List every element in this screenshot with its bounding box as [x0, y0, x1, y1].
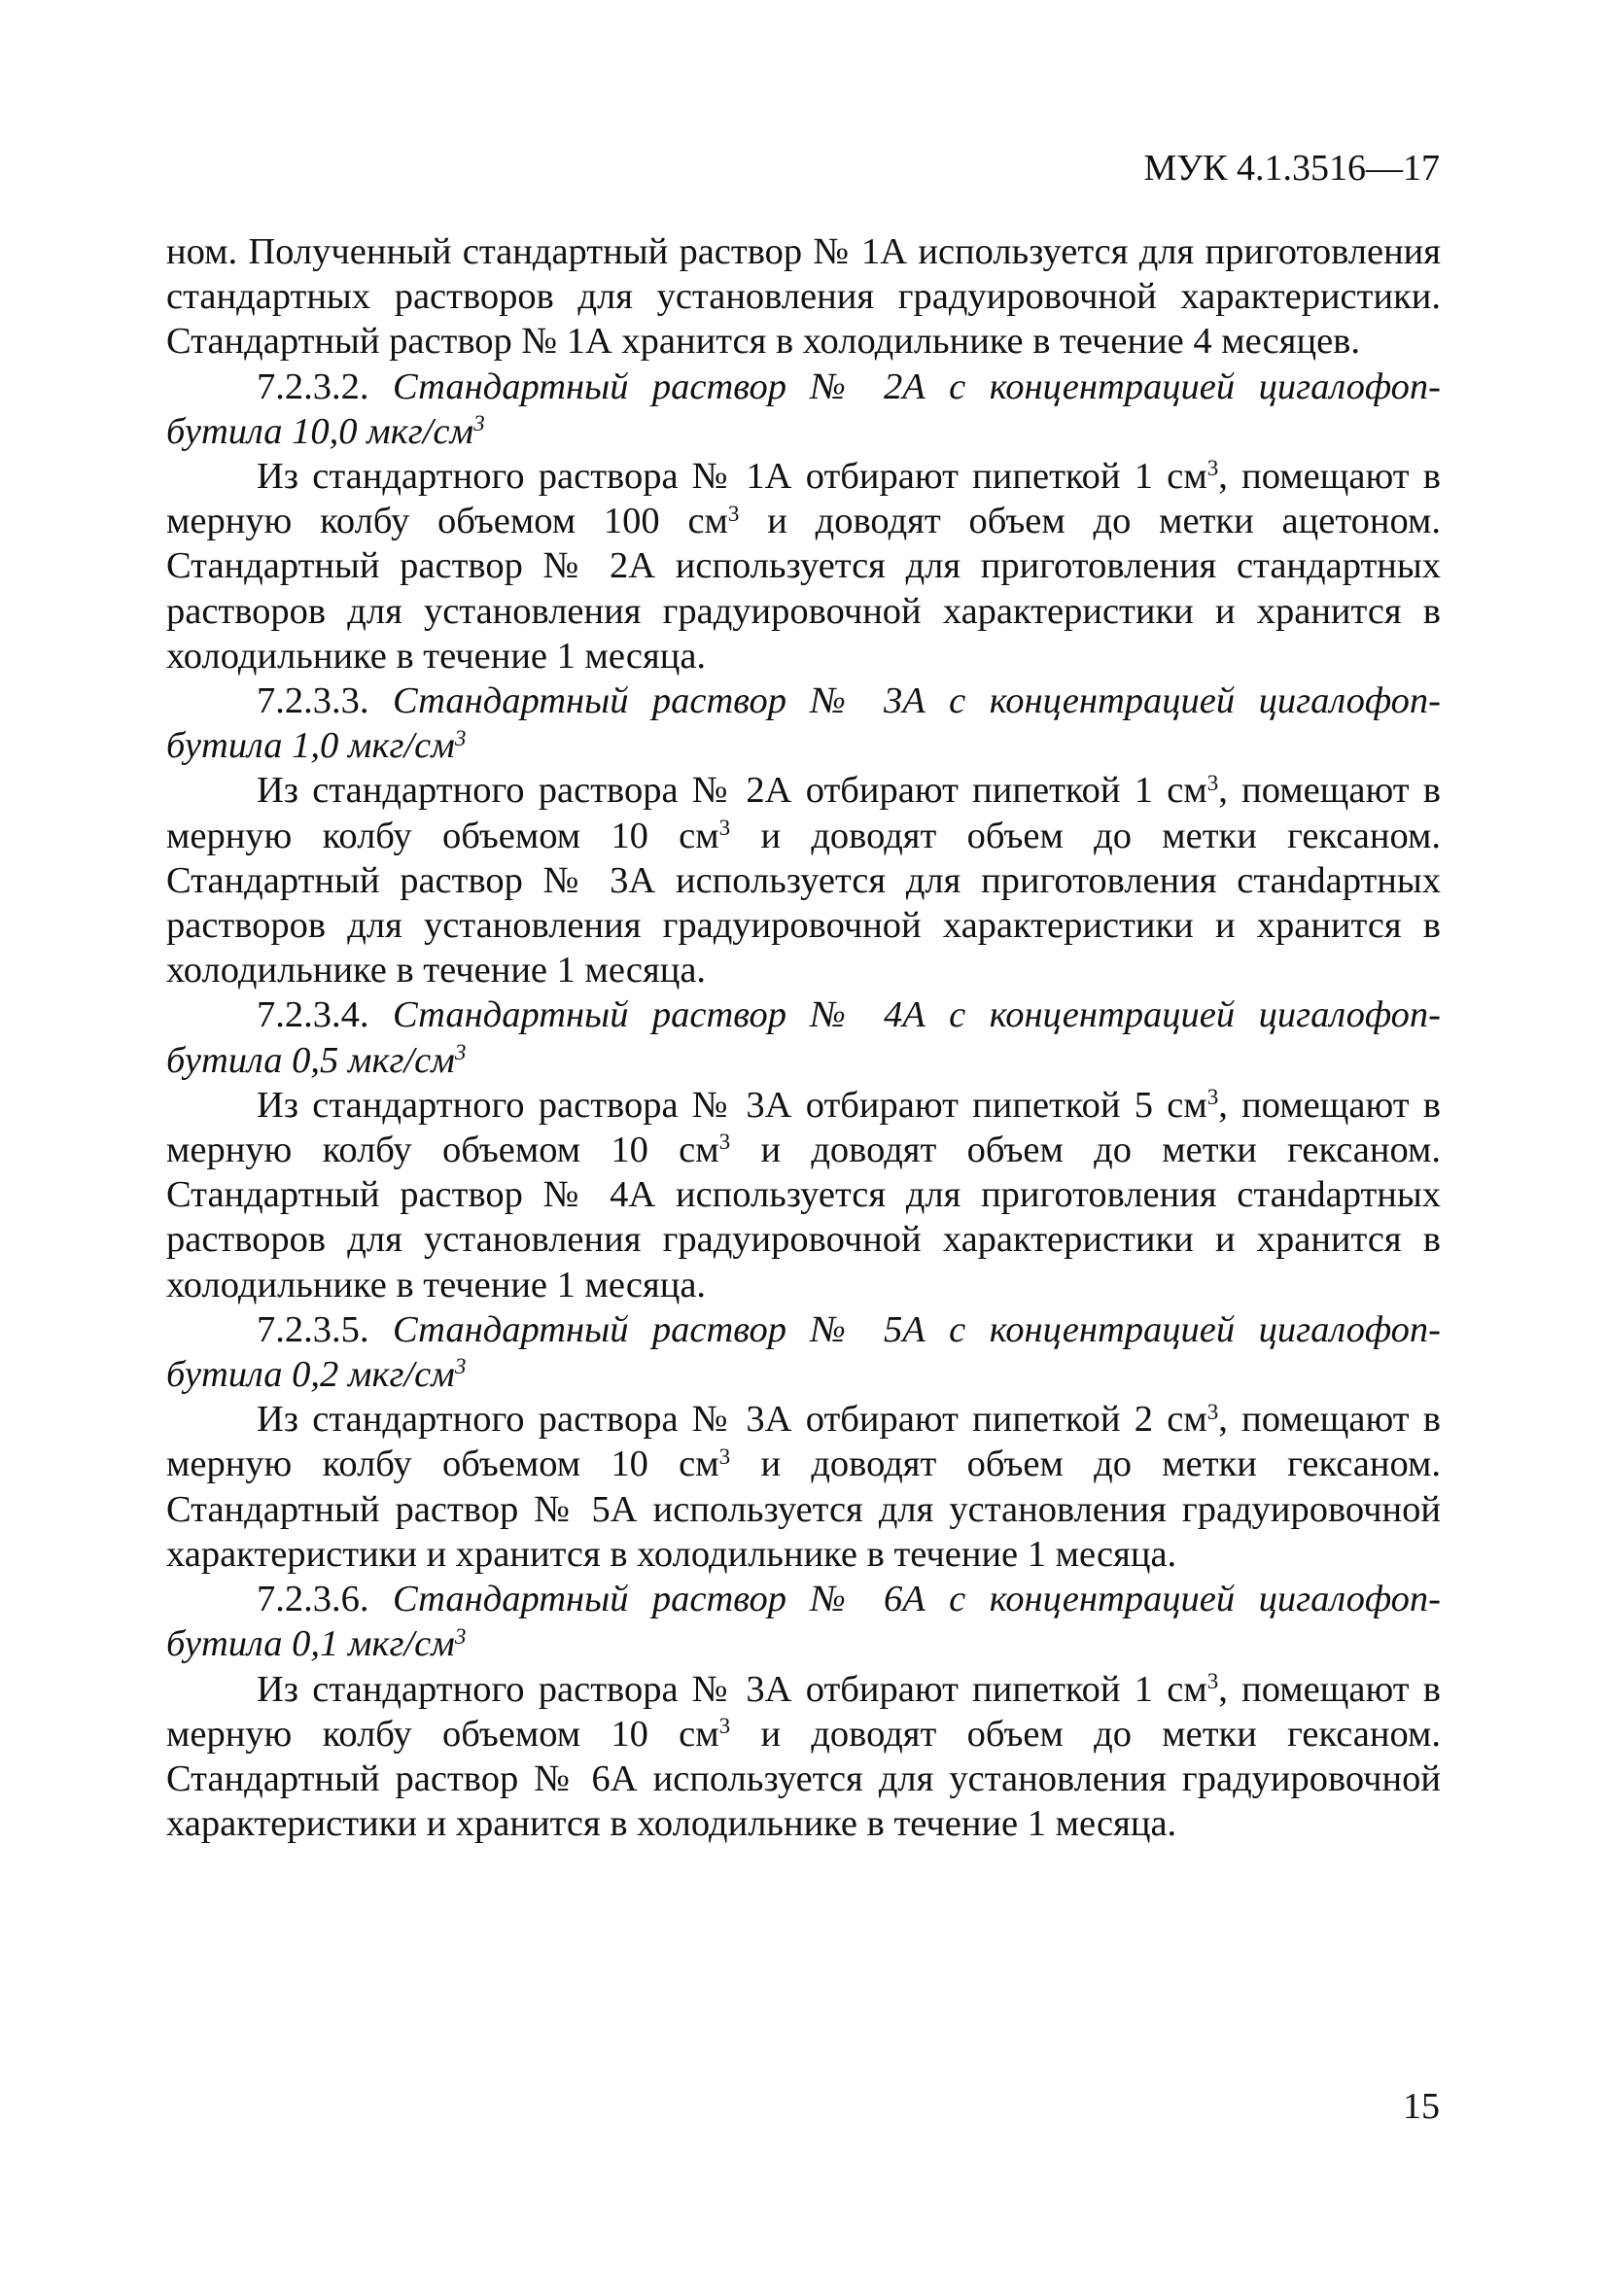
- section-block: [166, 1307, 1441, 1577]
- section-number: 7.2.3.5.: [257, 1308, 369, 1350]
- body-text: [166, 229, 1441, 1846]
- paragraph-text: Из стандартного раствора № 2А отбирают пипеткой 1 см: [257, 770, 1207, 812]
- unit-superscript: 3: [1206, 1398, 1219, 1424]
- section-heading: [166, 678, 1441, 768]
- paragraph-text: Из стандартного раствора № 3А отбирают пипеткой 5 см: [257, 1084, 1207, 1126]
- section-title: Стандартный раствор № 6А с концентрацией цигалофоп-бутила 0,1 мкг/см: [166, 1579, 1441, 1665]
- section-title: Стандартный раствор № 3А с концентрацией цигалофоп-бутила 1,0 мкг/см: [166, 680, 1441, 767]
- unit-superscript: 3: [1206, 1084, 1219, 1110]
- section-number: 7.2.3.3.: [257, 680, 369, 722]
- intro-paragraph: ном. Полученный стандартный раствор № 1А используется для приготовления стандартных растворов для установления градуировочной характеристики. Стандартный раствор № 1А хранится в холодильнике в течение 4 месяцев.: [166, 231, 1441, 363]
- section-title-superscript: 3: [454, 1038, 467, 1064]
- section-block: [166, 1577, 1441, 1846]
- section-block: [166, 992, 1441, 1306]
- section-title-superscript: 3: [454, 724, 467, 750]
- unit-superscript: 3: [1206, 455, 1219, 481]
- section-paragraph: [166, 1667, 1441, 1847]
- section-title: Стандартный раствор № 2А с концентрацией цигалофоп-бутила 10,0 мкг/см: [166, 365, 1441, 452]
- section-paragraph: [166, 1083, 1441, 1307]
- section-paragraph: [166, 768, 1441, 992]
- paragraph-text: , помещают в мерную колбу объемом 10 см: [166, 1399, 1441, 1485]
- section-title: Стандартный раствор № 5А с концентрацией цигалофоп-бутила 0,2 мкг/см: [166, 1308, 1441, 1396]
- page-number: 15: [1403, 2086, 1440, 2127]
- paragraph-text: Из стандартного раствора № 3А отбирают пипеткой 2 см: [257, 1399, 1207, 1441]
- section-number: 7.2.3.2.: [257, 365, 369, 407]
- section-number: 7.2.3.6.: [257, 1579, 369, 1620]
- section-heading: [166, 365, 1441, 454]
- section-heading: [166, 1577, 1441, 1666]
- unit-superscript: 3: [718, 814, 731, 840]
- section-number: 7.2.3.4.: [257, 994, 369, 1036]
- paragraph-text: , помещают в мерную колбу объемом 10 см: [166, 1084, 1441, 1171]
- section-title: Стандартный раствор № 4А с концентрацией цигалофоп-бутила 0,5 мкг/см: [166, 994, 1441, 1081]
- paragraph-text: и доводят объем до метки ацетоном. Стандартный раствор № 2А используется для приготовления стандартных растворов для установления градуировочной характеристики и хранится в холодильнике в течение 1 месяца.: [166, 501, 1441, 677]
- unit-superscript: 3: [727, 500, 740, 526]
- section-title-superscript: 3: [473, 410, 485, 436]
- section-block: [166, 678, 1441, 992]
- section-title-superscript: 3: [454, 1353, 467, 1379]
- paragraph-text: Из стандартного раствора № 1А отбирают пипеткой 1 см: [257, 456, 1207, 498]
- paragraph-text: , помещают в мерную колбу объемом 10 см: [166, 770, 1441, 856]
- section-heading: [166, 1307, 1441, 1397]
- section-paragraph: [166, 1397, 1441, 1577]
- unit-superscript: 3: [1206, 769, 1219, 795]
- unit-superscript: 3: [718, 1713, 731, 1738]
- paragraph-text: Из стандартного раствора № 3А отбирают пипеткой 1 см: [257, 1668, 1207, 1710]
- section-paragraph: [166, 454, 1441, 678]
- sections-list: [166, 365, 1441, 1847]
- paragraph-text: и доводят объем до метки гексаном. Стандартный раствор № 6А используется для установления градуировочной характеристики и хранится в холодильнике в течение 1 месяца.: [166, 1713, 1442, 1845]
- paragraph-text: , помещают в мерную колбу объемом 10 см: [166, 1668, 1441, 1755]
- unit-superscript: 3: [1206, 1667, 1219, 1693]
- document-code-header: МУК 4.1.3516—17: [1143, 148, 1440, 189]
- paragraph-text: и доводят объем до метки гексаном. Стандартный раствор № 3А используется для приготовления станdартных растворов для установления градуировочной характеристики и хранится в холодильнике в течение 1 месяца.: [166, 815, 1442, 991]
- unit-superscript: 3: [718, 1129, 731, 1155]
- section-block: [166, 365, 1441, 678]
- section-heading: [166, 992, 1441, 1082]
- section-title-superscript: 3: [454, 1622, 467, 1649]
- paragraph-text: и доводят объем до метки гексаном. Стандартный раствор № 5А используется для установления градуировочной характеристики и хранится в холодильнике в течение 1 месяца.: [166, 1444, 1442, 1575]
- paragraph-text: и доводят объем до метки гексаном. Стандартный раствор № 4А используется для приготовления станdартных растворов для установления градуировочной характеристики и хранится в холодильнике в течение 1 месяца.: [166, 1130, 1442, 1305]
- paragraph-text: , помещают в мерную колбу объемом 100 см: [166, 456, 1441, 542]
- unit-superscript: 3: [718, 1443, 731, 1469]
